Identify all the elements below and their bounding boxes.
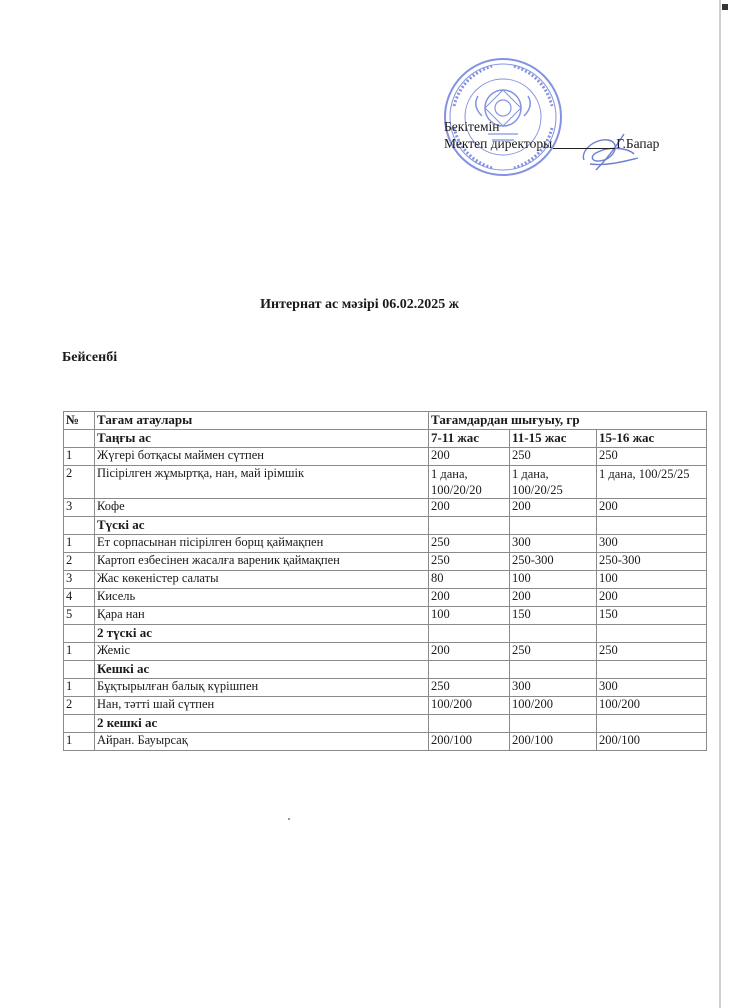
section-empty-cell [597,661,707,679]
header-yield: Тағамдардан шығуыу, гр [429,412,707,430]
row-number: 2 [64,466,95,499]
portion-value: 250 [510,448,597,466]
section-empty-cell [429,661,510,679]
row-number: 1 [64,643,95,661]
scan-edge [719,0,721,1008]
table-row [64,679,707,697]
approval-block [444,118,659,152]
section-row [64,517,707,535]
weekday-heading: Бейсенбі [62,350,118,365]
signature-underline [553,148,615,149]
section-empty-cell [510,715,597,733]
portion-value: 300 [510,679,597,697]
portion-value: 100/200 [597,697,707,715]
section-name: Түскі ас [95,517,429,535]
age-group-header: 7-11 жас [429,430,510,448]
dish-name: Картоп езбесінен жасалға вареник қаймақпен [95,553,429,571]
portion-value: 200/100 [597,733,707,751]
section-empty-cell [429,625,510,643]
section-empty-cell [597,517,707,535]
section-empty-cell [597,625,707,643]
section-empty-cell [510,661,597,679]
portion-value: 150 [597,607,707,625]
portion-value: 250 [429,535,510,553]
portion-value: 100/200 [510,697,597,715]
approval-heading: Бекітемін [444,119,500,134]
row-number: 3 [64,499,95,517]
portion-value: 250 [510,643,597,661]
section-name: 2 кешкі ас [95,715,429,733]
table-row [64,643,707,661]
scan-corner-mark [722,4,728,10]
age-group-header: 15-16 жас [597,430,707,448]
section-name: Кешкі ас [95,661,429,679]
approval-line [444,118,659,135]
portion-value: 250 [429,553,510,571]
director-position: Мектеп директоры [444,136,553,151]
age-group-header: 11-15 жас [510,430,597,448]
portion-value: 100 [429,607,510,625]
section-num-cell [64,715,95,733]
portion-value: 200 [429,643,510,661]
dish-name: Жас көкеністер салаты [95,571,429,589]
menu-table [63,411,707,751]
dish-name: Пісірілген жұмыртқа, нан, май ірімшік [95,466,429,499]
section-row [64,625,707,643]
row-number: 1 [64,733,95,751]
portion-value: 100/200 [429,697,510,715]
director-name: Г.Бапар [616,136,660,151]
portion-value: 1 дана, 100/20/25 [510,466,597,499]
section-empty-cell [510,517,597,535]
portion-value: 300 [597,679,707,697]
section-empty-cell [429,517,510,535]
portion-value: 300 [510,535,597,553]
row-number: 1 [64,535,95,553]
portion-value: 200 [429,448,510,466]
table-row [64,499,707,517]
dish-name: Кофе [95,499,429,517]
approval-signature-line [444,135,659,152]
table-row [64,571,707,589]
portion-value: 200 [429,589,510,607]
dish-name: Жүгері ботқасы маймен сүтпен [95,448,429,466]
row-number: 1 [64,679,95,697]
section-num-cell [64,517,95,535]
portion-value: 80 [429,571,510,589]
row-number: 4 [64,589,95,607]
section-empty-cell [510,625,597,643]
dish-name: Қара нан [95,607,429,625]
seal-icon [442,56,564,178]
table-header-row [64,412,707,430]
portion-value: 200/100 [510,733,597,751]
section-empty-cell [597,715,707,733]
row-number: 5 [64,607,95,625]
header-dish: Тағам атаулары [95,412,429,430]
table-row [64,733,707,751]
row-number: 2 [64,697,95,715]
header-num: № [64,412,95,430]
section-num-cell [64,625,95,643]
portion-value: 250 [597,448,707,466]
table-row [64,697,707,715]
portion-value: 100 [597,571,707,589]
table-row [64,466,707,499]
table-row [64,448,707,466]
section-row [64,715,707,733]
section-empty-cell [429,715,510,733]
portion-value: 200 [510,499,597,517]
table-row [64,607,707,625]
portion-value: 200/100 [429,733,510,751]
section-num-cell [64,661,95,679]
table-row [64,589,707,607]
portion-value: 250-300 [510,553,597,571]
portion-value: 200 [429,499,510,517]
portion-value: 250 [429,679,510,697]
section-num-cell [64,430,95,448]
scan-speck [288,818,290,820]
dish-name: Айран. Бауырсақ [95,733,429,751]
row-number: 3 [64,571,95,589]
dish-name: Кисель [95,589,429,607]
dish-name: Жеміс [95,643,429,661]
row-number: 2 [64,553,95,571]
table-row [64,553,707,571]
portion-value: 1 дана, 100/20/20 [429,466,510,499]
portion-value: 250 [597,643,707,661]
portion-value: 300 [597,535,707,553]
portion-value: 1 дана, 100/25/25 [597,466,707,499]
portion-value: 250-300 [597,553,707,571]
section-name: Таңғы ас [95,430,429,448]
document-title: Интернат ас мәзірі 06.02.2025 ж [260,297,459,312]
portion-value: 200 [510,589,597,607]
section-row [64,661,707,679]
dish-name: Бұқтырылған балық күрішпен [95,679,429,697]
dish-name: Нан, тәтті шай сүтпен [95,697,429,715]
section-row [64,430,707,448]
portion-value: 150 [510,607,597,625]
menu-table-body [64,412,707,751]
row-number: 1 [64,448,95,466]
section-name: 2 түскі ас [95,625,429,643]
table-row [64,535,707,553]
dish-name: Ет сорпасынан пісірілген борщ қаймақпен [95,535,429,553]
portion-value: 200 [597,589,707,607]
portion-value: 100 [510,571,597,589]
portion-value: 200 [597,499,707,517]
